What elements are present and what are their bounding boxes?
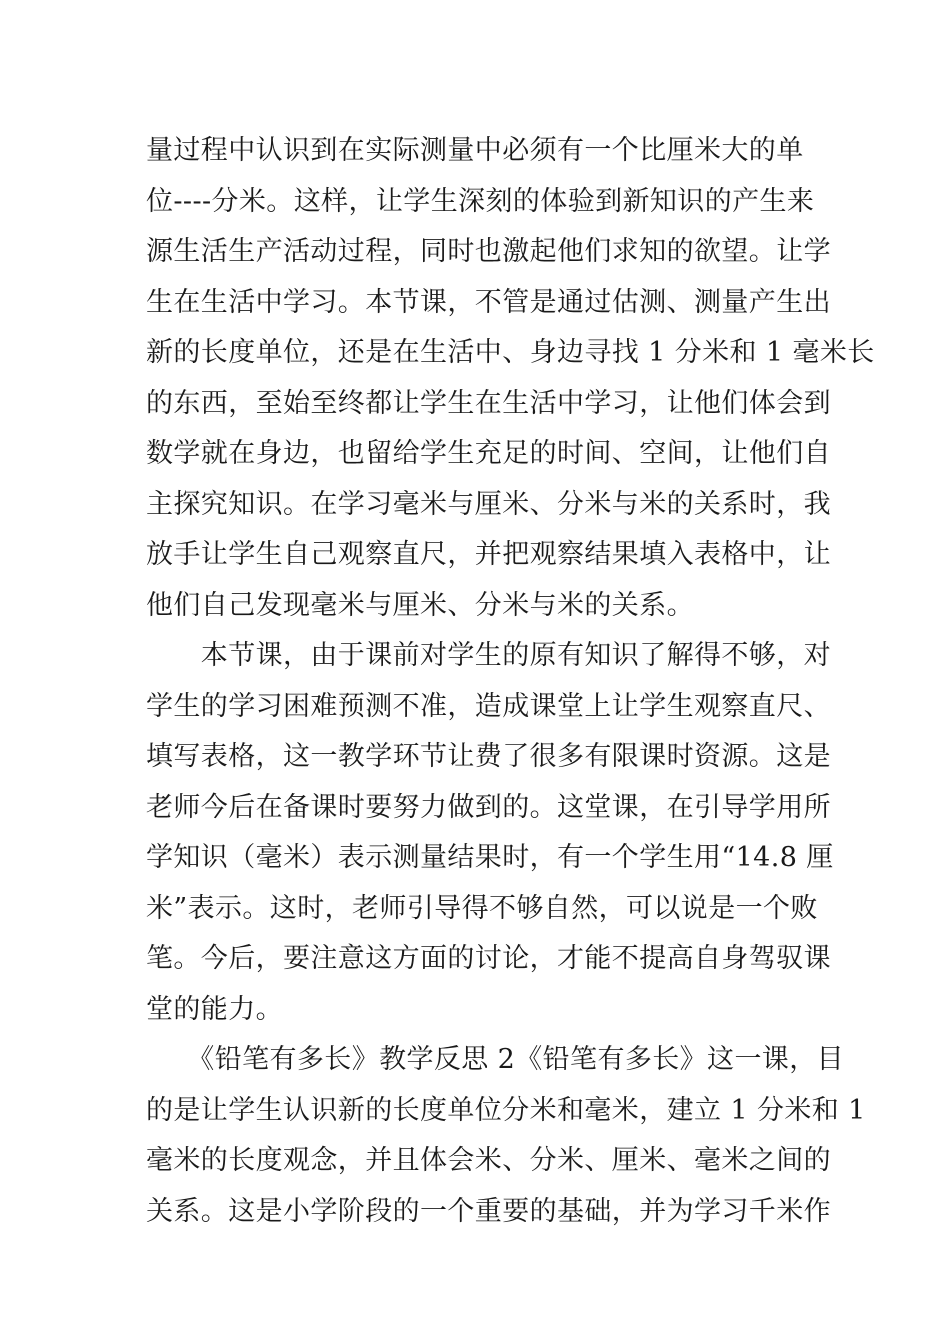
text-line: 堂的能力。: [146, 993, 283, 1025]
text-line: 新的长度单位，还是在生活中、身边寻找 1 分米和 1 毫米长: [146, 337, 875, 368]
text-line: 位----分米。这样，让学生深刻的体验到新知识的产生来: [146, 185, 815, 217]
text-line: 学知识（毫米）表示测量结果时，有一个学生用“14.8 厘: [146, 842, 834, 873]
text-line: 《铅笔有多长》教学反思 2《铅笔有多长》这一课，目: [146, 1044, 845, 1075]
text-line: 生在生活中学习。本节课，不管是通过估测、测量产生出: [146, 286, 831, 318]
text-line: 的东西，至始至终都让学生在生活中学习，让他们体会到: [146, 387, 831, 419]
text-line: 笔。今后，要注意这方面的讨论，才能不提高自身驾驭课: [146, 943, 831, 974]
body-text: [146, 126, 875, 1237]
text-line: 老师今后在备课时要努力做到的。这堂课，在引导学用所: [146, 791, 831, 823]
text-line: 放手让学生自己观察直尺，并把观察结果填入表格中，让: [146, 539, 831, 570]
text-line: 的是让学生认识新的长度单位分米和毫米，建立 1 分米和 1: [146, 1094, 866, 1126]
text-line: 本节课，由于课前对学生的原有知识了解得不够，对: [146, 640, 831, 671]
text-line: 数学就在身边，也留给学生充足的时间、空间，让他们自: [146, 438, 831, 469]
text-line: 源生活生产活动过程，同时也激起他们求知的欲望。让学: [146, 236, 831, 267]
text-line: 关系。这是小学阶段的一个重要的基础，并为学习千米作: [146, 1195, 831, 1227]
text-line: 量过程中认识到在实际测量中必须有一个比厘米大的单: [146, 135, 804, 166]
text-line: 米”表示。这时，老师引导得不够自然，可以说是一个败: [146, 892, 818, 924]
text-line: 主探究知识。在学习毫米与厘米、分米与米的关系时，我: [146, 488, 831, 520]
text-line: 学生的学习困难预测不准，造成课堂上让学生观察直尺、: [146, 690, 831, 722]
text-line: 他们自己发现毫米与厘米、分米与米的关系。: [146, 589, 694, 621]
text-line: 毫米的长度观念，并且体会米、分米、厘米、毫米之间的: [146, 1145, 831, 1176]
text-line: 填写表格，这一教学环节让费了很多有限课时资源。这是: [146, 741, 831, 772]
